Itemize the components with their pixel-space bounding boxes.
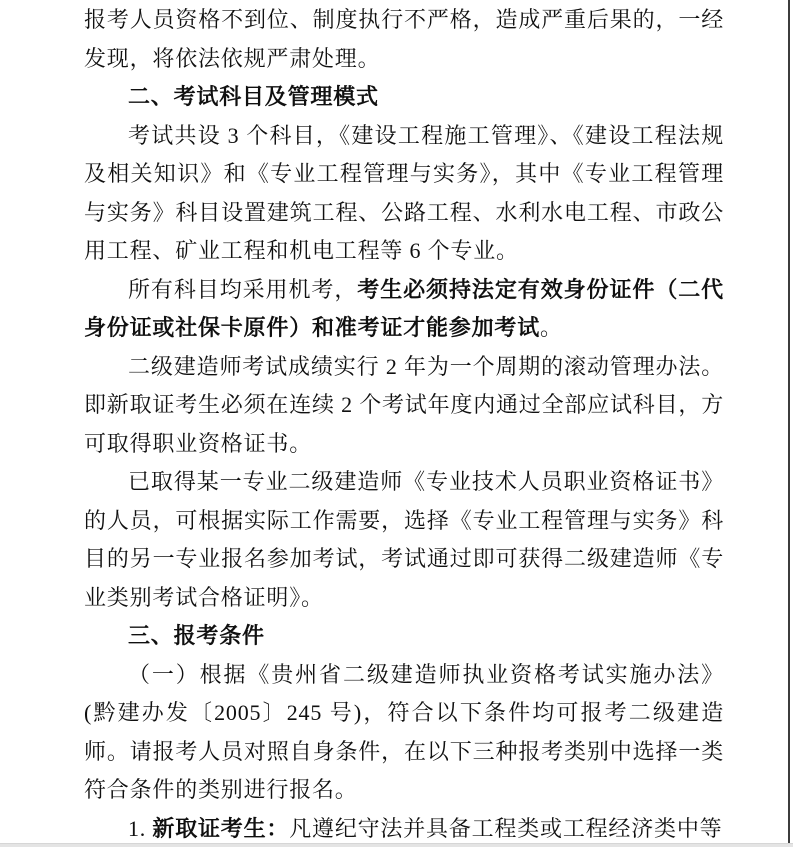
paragraph bbox=[84, 348, 724, 464]
text-run: 。 bbox=[540, 315, 563, 340]
document-body bbox=[84, 1, 724, 847]
section-heading bbox=[84, 78, 724, 117]
text-run: 报考人员资格不到位、制度执行不严格，造成严重后果的，一经发现，将依法依规严肃处理。 bbox=[84, 7, 724, 71]
paragraph bbox=[84, 1, 724, 78]
text-run: 1. bbox=[128, 815, 153, 841]
text-run: 凡遵纪守法并具备工程类或工程经济类中等 bbox=[289, 815, 723, 841]
text-run: 三、报考条件 bbox=[128, 623, 265, 648]
paragraph bbox=[84, 656, 724, 810]
bottom-edge-strip bbox=[0, 843, 793, 847]
paragraph bbox=[84, 463, 724, 617]
section-heading bbox=[84, 617, 724, 656]
text-run: 考生必须持法定有效身份证件（二代身份证或社保卡原件）和准考证才能参加考试 bbox=[84, 276, 724, 340]
paragraph bbox=[84, 117, 724, 271]
paragraph bbox=[84, 271, 724, 348]
text-run: 所有科目均采用机考， bbox=[128, 276, 358, 302]
page-right-border bbox=[788, 0, 790, 847]
text-run: 新取证考生： bbox=[152, 815, 290, 841]
paragraph bbox=[84, 810, 724, 847]
text-run: 二级建造师考试成绩实行 2 年为一个周期的滚动管理办法。即新取证考生必须在连续 2 个考试年度内通过全部应试科目，方可取得职业资格证书。 bbox=[84, 353, 725, 456]
text-run: 已取得某一专业二级建造师《专业技术人员职业资格证书》的人员，可根据实际工作需要，选择《专业工程管理与实务》科目的另一专业报名参加考试，考试通过即可获得二级建造师《专业类别考试合格证明》。 bbox=[84, 469, 724, 610]
text-run: 二、考试科目及管理模式 bbox=[128, 84, 379, 109]
text-run: 考试共设 3 个科目，《建设工程施工管理》、《建设工程法规及相关知识》和《专业工程管理与实务》，其中《专业工程管理与实务》科目设置建筑工程、公路工程、水利水电工程、市政公用工程、矿业工程和机电工程等 6 个专业。 bbox=[84, 122, 724, 263]
text-run: （一）根据《贵州省二级建造师执业资格考试实施办法》(黔建办发〔2005〕245 号)，符合以下条件均可报考二级建造师。请报考人员对照自身条件，在以下三种报考类别中选择一类符合条件的类别进行报名。 bbox=[84, 661, 724, 802]
